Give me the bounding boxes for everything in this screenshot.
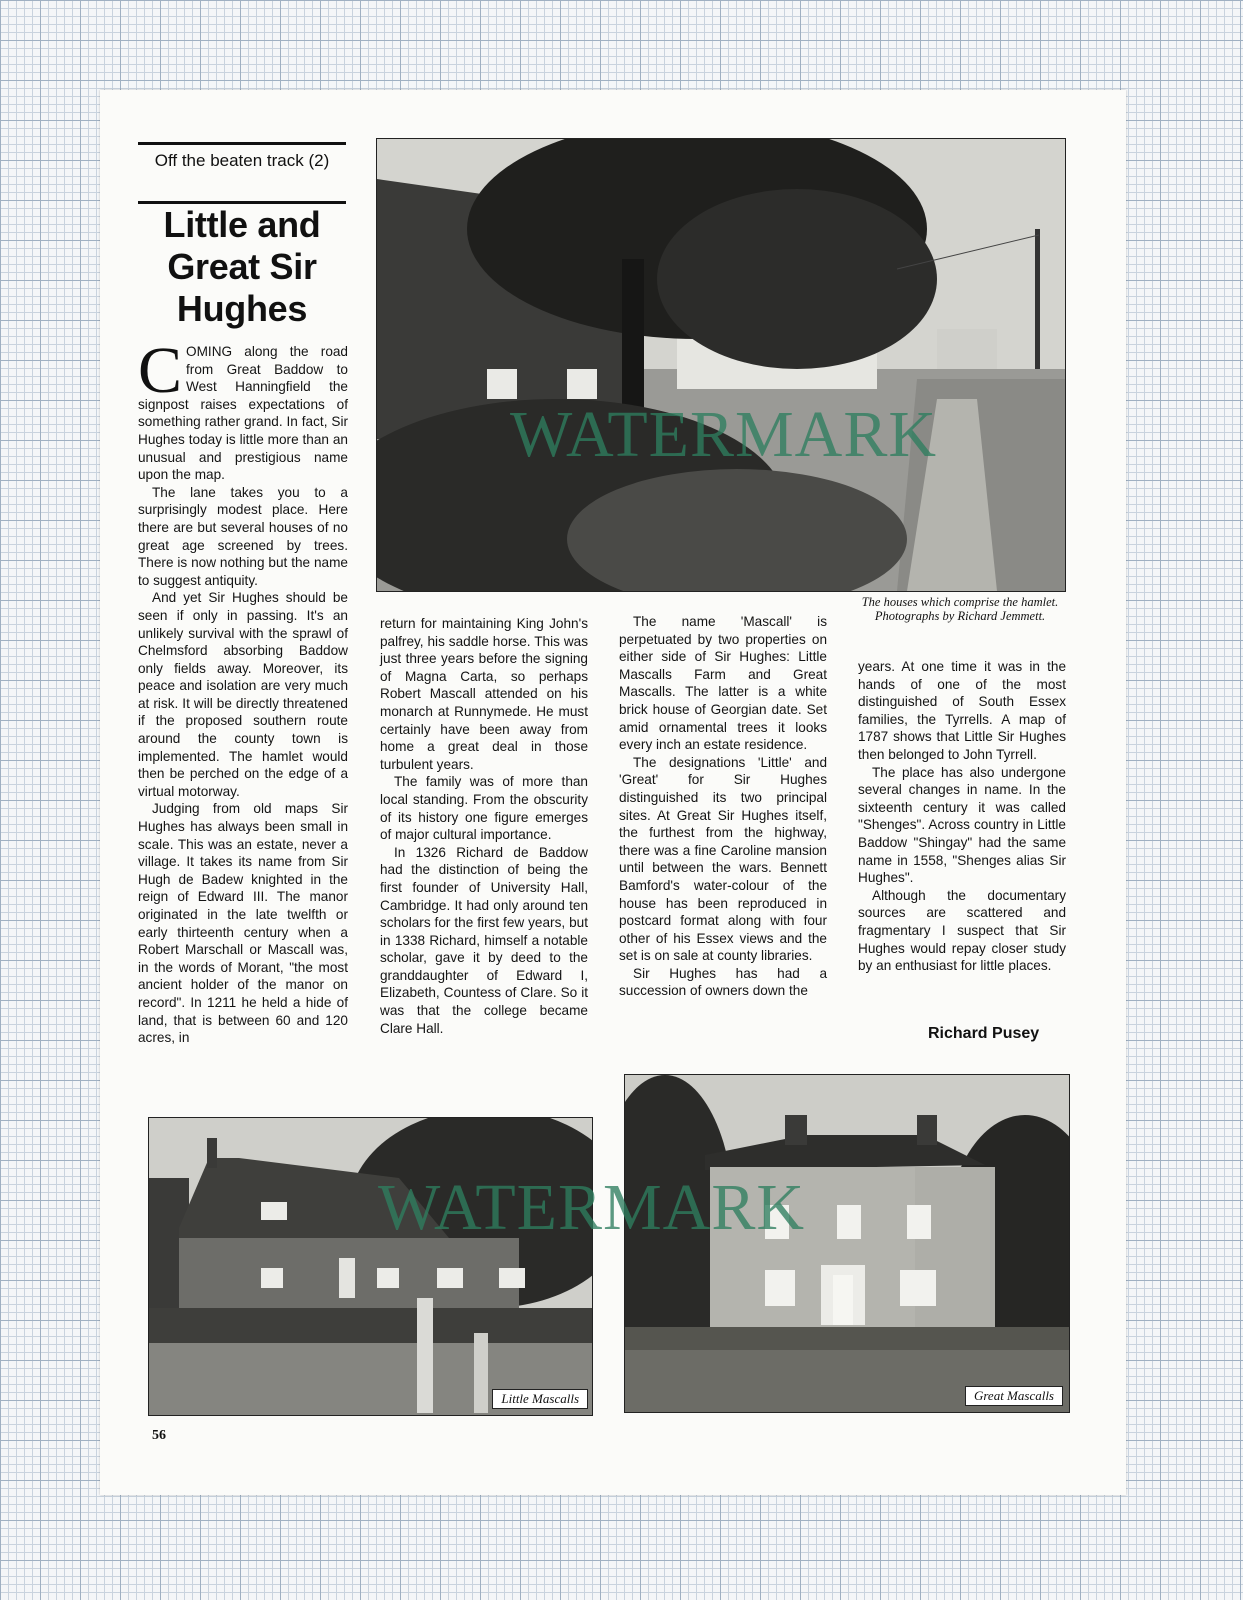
hamlet-photo-caption: The houses which comprise the hamlet. Photographs by Richard Jemmett. [861, 595, 1059, 623]
paragraph: In 1326 Richard de Baddow had the distinction of being the first founder of University Hall, Cambridge. It had only around ten scholars for the first few years, but in 1338 Richard, himself a notable scholar, gave it by deed to the granddaughter of Edward I, Elizabeth, Countess of Clare. So it was that the college became Clare Hall. [380, 844, 588, 1036]
great-mascalls-label: Great Mascalls [965, 1386, 1063, 1406]
drop-cap: C [138, 334, 183, 407]
headline: Little and Great Sir Hughes [163, 204, 321, 329]
article-column-2 [380, 615, 588, 1037]
little-mascalls-photo [148, 1117, 593, 1416]
paragraph: Although the documentary sources are scattered and fragmentary I suspect that Sir Hughes would repay closer study by an enthusiast for little places. [858, 887, 1066, 974]
watermark-overlay: WATERMARK [510, 398, 938, 471]
little-mascalls-label: Little Mascalls [492, 1389, 588, 1409]
paragraph: The place has also undergone several changes in name. In the sixteenth century it was called "Shenges". Across country in Little Baddow "Shingay" had the same name in 1558, "Shenges alias Sir Hughes". [858, 764, 1066, 886]
paragraph: years. At one time it was in the hands of one of the most distinguished of South Essex families, the Tyrrells. A map of 1787 shows that Little Sir Hughes then belonged to John Tyrrell. [858, 659, 1066, 762]
paragraph: And yet Sir Hughes should be seen if only in passing. It's an unlikely survival with the sprawl of Chelmsford absorbing Baddow only fields away. Moreover, its peace and isolation are very much at risk. It will be directly threatened if the proposed southern route around the county town is implemented. The hamlet would then be perched on the edge of a virtual motorway. [138, 590, 348, 799]
hamlet-photo [376, 138, 1066, 592]
kicker-box [138, 142, 346, 204]
article-column-1 [138, 334, 348, 1047]
paragraph: The name 'Mascall' is perpetuated by two properties on either side of Sir Hughes: Little Mascalls Farm and Great Mascalls. The latter is a white brick house of Georgian date. Set amid ornamental trees it looks every inch an estate residence. [619, 614, 827, 753]
paragraph: return for maintaining King John's palfrey, his saddle horse. This was just three years before the signing of Magna Carta, so perhaps Robert Mascall attended on his monarch at Runnymede. He must certainly have been away from home a great deal in those turbulent years. [380, 616, 588, 772]
magazine-page [100, 90, 1126, 1495]
article-column-3 [619, 613, 827, 1000]
paragraph: COMING along the road from Great Baddow to West Hanningfield the signpost raises expectations of something rather grand. In fact, Sir Hughes today is little more than an unusual and prestigious name upon the map. [138, 334, 348, 483]
paragraph: The designations 'Little' and 'Great' for Sir Hughes distinguished its two principal sites. At Great Sir Hughes itself, the furthest from the highway, there was a fine Caroline mansion until between the wars. Bennett Bamford's water-colour of the house has been reproduced in postcard format along with four other of his Essex views and the set is on sale at county libraries. [619, 754, 827, 964]
paragraph: The family was of more than local standing. From the obscurity of its history one figure emerges of major cultural importance. [380, 774, 588, 843]
paragraph: Sir Hughes has had a succession of owners down the [619, 965, 827, 999]
byline: Richard Pusey [928, 1025, 1040, 1042]
page-number: 56 [152, 1428, 166, 1443]
kicker: Off the beaten track (2) [154, 151, 330, 170]
article-column-4 [858, 658, 1066, 975]
watermark-overlay: WATERMARK [378, 1171, 806, 1244]
paragraph: Judging from old maps Sir Hughes has always been small in scale. This was an estate, never a village. It takes its name from Sir Hugh de Badew knighted in the reign of Edward III. The manor originated in the late twelfth or early thirteenth century when a Robert Marschall or Mascall was, in the words of Morant, "the most ancient holder of the manor on record". In 1211 he held a hide of land, that is between 60 and 120 acres, in [138, 801, 348, 1046]
paragraph: The lane takes you to a surprisingly modest place. Here there are but several houses of no great age screened by trees. There is now nothing but the name to suggest antiquity. [138, 484, 348, 588]
